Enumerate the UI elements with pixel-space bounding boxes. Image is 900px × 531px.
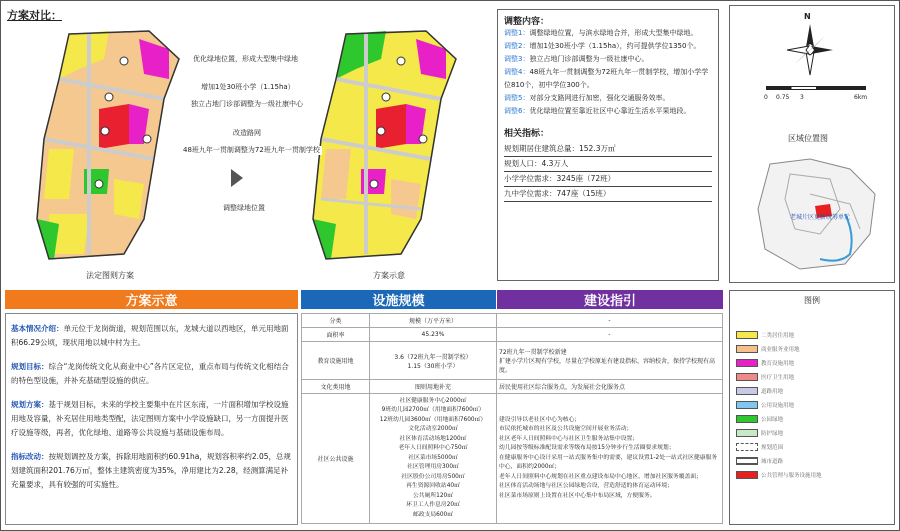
row-key: 分类 (302, 314, 370, 328)
adjust-item: 调整5：对部分支路网进行加密，强化交通服务效率。 (504, 94, 670, 102)
legend-item: 二类居住用地 (736, 328, 888, 342)
legend-swatch (736, 429, 758, 437)
legend-swatch (736, 331, 758, 339)
compass-icon (785, 22, 835, 77)
legend-item: 商业服务业用地 (736, 342, 888, 356)
map-proposed (301, 19, 486, 264)
legend-swatch (736, 345, 758, 353)
row-value: 45.23% (370, 328, 497, 342)
row-key: 教育设施用地 (302, 342, 370, 380)
row-guide: 建设引导以老社区中心为核心； 市民依托城市的社区及公共设施空间开展业务活动； 社区老年人日间照料中心与社区卫生服务站集中设置； 幼儿园按等级标准配设需求等级布局按15分钟步行生活圈要求规划； 在健康服务中心设计采用一站式服务集中的需要，建议设置1-2处一站式社区健康服务中心，面积约2000㎡； 老年人日间照料中心规划在社区重点建设布局中心地区，增加社区服务覆盖面； 社区体育活动场地与社区公园绿地合设，营造舒适的体育运动环境； 社区菜市场原则上设置在社区中心集中布局区域，方便服务。 (497, 394, 723, 524)
scale-2: 3 (800, 94, 804, 101)
legend-swatch (736, 387, 758, 395)
row-value: 社区健康服务中心2000㎡ 9班幼儿园2700㎡（用地面积7600㎡） 12班幼儿园3600㎡（用地面积7600㎡） 文化活动室2000㎡ 社区体育活动场地1200㎡ 老年人日间照料中心750㎡ 社区菜市场5000㎡ 社区管理用房300㎡ 社区股份公司用房500㎡ 再生资源回收站40㎡ 公共厕所120㎡ 环卫工人作息房20㎡ 邮政支局600㎡ (370, 394, 497, 524)
row-key: 社区公共设施 (302, 394, 370, 524)
adjust-item: 调整2：增加1处30班小学（1.15ha），约可提供学位1350个。 (504, 42, 701, 50)
location-caption: 区域位置图 (788, 134, 828, 143)
callout-4: 改造路网 (233, 129, 261, 137)
callout-1: 优化绿地位置，形成大型集中绿地 (193, 55, 298, 63)
header-scheme: 方案示意 (5, 290, 298, 309)
location-panel (729, 5, 895, 283)
map-right-caption: 方案示意 (373, 271, 405, 280)
header-facility: 设施规模 (301, 290, 496, 309)
legend-item: 公共管理与服务设施用地 (736, 468, 888, 482)
scheme-paragraph: 规划目标：综合“龙岗传统文化从商业中心”各片区定位，重点布局与传统文化相结合的特色型设施，并补充基础型设施的供应。 (11, 362, 289, 385)
row-key: 面积率 (302, 328, 370, 342)
row-guide: 72班九年一贯制学校新建 扩建小学片区现有学校，尽量在学校原址有建设指标，容纳校舍，保持学校现有高度。 (497, 342, 723, 380)
indicator-item: 规划人口：4.3万人 (504, 157, 712, 172)
scale-0: 0 (764, 94, 768, 101)
row-guide: - (497, 328, 723, 342)
scheme-panel (5, 313, 298, 525)
legend-swatch (736, 457, 758, 465)
row-value: 规模（万平方米） (370, 314, 497, 328)
scheme-paragraph: 规划方案：基于规划目标，未来的学校主要集中在片区东南，一片面积增加学校设施用地及容量，补充居住用地类型配，法定图则方案中小学设施缺口，另一方面提升医疗设施等级，再者，优化绿地、道路等公共设施与基础设施布局。 (11, 400, 289, 437)
transition-arrow (231, 169, 243, 187)
row-guide: 居民使用社区综合服务点，为发展社会化服务点 (497, 380, 723, 394)
legend-item: 城市道路 (736, 454, 888, 468)
table-row (302, 328, 723, 342)
table-row (302, 394, 723, 524)
adjust-panel (497, 9, 719, 281)
row-value: 3.6（72班九年一贯制学校） 1.15（30班小学） (370, 342, 497, 380)
legend-swatch (736, 415, 758, 423)
table-row (302, 314, 723, 328)
map-statutory (29, 19, 209, 264)
legend-panel (729, 290, 895, 525)
legend-item: 医疗卫生用地 (736, 370, 888, 384)
section-title: 方案对比： (7, 9, 62, 22)
legend-item: 规划范围 (736, 440, 888, 454)
scale-1: 0.75 (776, 94, 790, 101)
legend-swatch (736, 471, 758, 479)
row-guide: - (497, 314, 723, 328)
scheme-paragraph: 基本情况介绍：单元位于龙岗街道，规划范围以东，龙城大道以西地区，单元用地面积66.29公顷，现状用地以城中村为主。 (11, 324, 289, 347)
callout-3: 独立占地门诊部调整为一级社康中心 (191, 100, 303, 108)
table-row (302, 342, 723, 380)
legend-title: 图例 (804, 296, 820, 305)
row-value: 图则用地补充 (370, 380, 497, 394)
legend-item: 公用设施用地 (736, 398, 888, 412)
map-left-caption: 法定图则方案 (86, 271, 134, 280)
facility-table (301, 313, 723, 524)
adjust-item: 调整6：优化绿地位置至靠近社区中心靠近生活水平果地段。 (504, 107, 691, 115)
indicators-title: 相关指标： (504, 129, 550, 139)
adjust-item: 调整1：调整绿地位置，与滨水绿地合并，形成大型集中绿地。 (504, 29, 698, 37)
legend-item: 教育设施用地 (736, 356, 888, 370)
north-label: N (804, 12, 811, 21)
callout-5: 48班九年一贯制调整为72班九年一贯制学校 (183, 146, 320, 154)
legend-item: 道路用地 (736, 384, 888, 398)
adjust-item: 调整4：48班九年一贯制调整为72班九年一贯制学校，增加小学学位810个，初中学位300个。 (504, 68, 709, 89)
row-key: 文化类用地 (302, 380, 370, 394)
legend-swatch (736, 401, 758, 409)
scheme-paragraph: 指标改动：按规划调控及方案，拆除用地面积约60.91ha，规划容积率约2.05，总规划建筑面积201.76万㎡，整体主建筑密度为35%，净用建比为2.28，经测算满足补充量要求，具有较强的可实施性。 (11, 452, 292, 489)
callout-2: 增加1处30班小学（1.15ha） (201, 83, 295, 91)
indicator-item: 九中学位需求：747座（15班） (504, 187, 712, 202)
legend-item: 公园绿地 (736, 412, 888, 426)
indicator-item: 小学学位需求：3245座（72班） (504, 172, 712, 187)
scale-3: 6km (854, 94, 868, 101)
indicator-item: 规划期居住建筑总量：152.3万㎡ (504, 142, 712, 157)
scale-bar (766, 86, 866, 90)
callout-6: 调整绿地位置 (223, 204, 265, 212)
region-label: 老城片区更新统筹单元 (790, 214, 851, 221)
legend-swatch (736, 443, 758, 451)
adjust-title: 调整内容： (504, 17, 550, 27)
adjust-item: 调整3：独立占地门诊部调整为一级社康中心。 (504, 55, 649, 63)
legend-item: 防护绿地 (736, 426, 888, 440)
header-guide: 建设指引 (497, 290, 723, 309)
legend-swatch (736, 359, 758, 367)
legend-swatch (736, 373, 758, 381)
table-row (302, 380, 723, 394)
